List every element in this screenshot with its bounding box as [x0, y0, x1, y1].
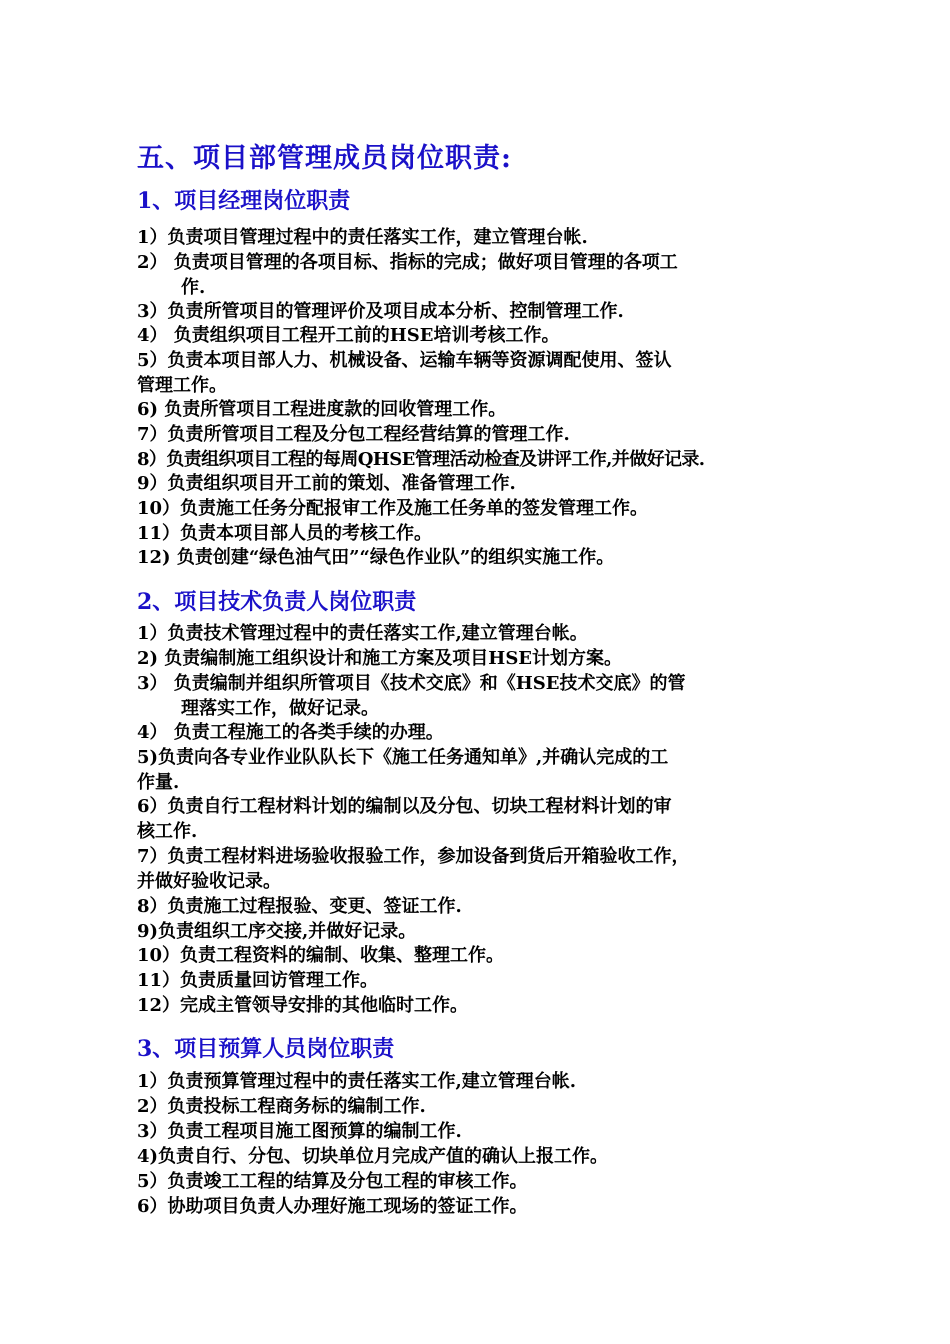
- list-item: 6) 负责所管项目工程进度款的回收管理工作。: [137, 399, 507, 420]
- list-item: 3）负责工程项目施工图预算的编制工作.: [137, 1121, 462, 1142]
- list-item: 3） 负责编制并组织所管项目《技术交底》和《HSE技术交底》的管 理落实工作，做好记录。: [137, 673, 686, 719]
- list-item: 9）负责组织项目开工前的策划、准备管理工作.: [137, 473, 516, 494]
- list-item: 6）负责自行工程材料计划的编制以及分包、切块工程材料计划的审 核工作.: [137, 796, 672, 842]
- list-item: 3）负责所管项目的管理评价及项目成本分析、控制管理工作.: [137, 301, 624, 322]
- section-heading-1: 1、项目经理岗位职责: [137, 188, 351, 214]
- list-item: 2）负责投标工程商务标的编制工作.: [137, 1096, 426, 1117]
- list-item: 10）负责工程资料的编制、收集、整理工作。: [137, 945, 505, 966]
- list-item: 4)负责自行、分包、切块单位月完成产值的确认上报工作。: [137, 1146, 609, 1167]
- list-item: 5）负责本项目部人力、机械设备、运输车辆等资源调配使用、签认 管理工作。: [137, 350, 672, 396]
- list-item: 1）负责预算管理过程中的责任落实工作,建立管理台帐.: [137, 1071, 577, 1092]
- list-item: 5)负责向各专业作业队队长下《施工任务通知单》,并确认完成的工 作量.: [137, 747, 669, 793]
- list-item: 1）负责技术管理过程中的责任落实工作,建立管理台帐。: [137, 623, 588, 644]
- list-item: 7）负责所管项目工程及分包工程经营结算的管理工作.: [137, 424, 570, 445]
- list-item: 4） 负责组织项目工程开工前的HSE培训考核工作。: [137, 325, 560, 346]
- list-item: 12）完成主管领导安排的其他临时工作。: [137, 995, 469, 1016]
- section-heading-3: 3、项目预算人员岗位职责: [137, 1036, 395, 1062]
- list-item: 7）负责工程材料进场验收报验工作，参加设备到货后开箱验收工作， 并做好验收记录。: [137, 846, 690, 892]
- section-heading-2: 2、项目技术负责人岗位职责: [137, 589, 417, 615]
- list-item: 12) 负责创建“绿色油气田”“绿色作业队”的组织实施工作。: [137, 547, 615, 568]
- page-title: 五、项目部管理成员岗位职责:: [137, 143, 512, 174]
- list-item: 11）负责本项目部人员的考核工作。: [137, 523, 433, 544]
- list-item: 5）负责竣工工程的结算及分包工程的审核工作。: [137, 1171, 528, 1192]
- list-item: 9)负责组织工序交接,并做好记录。: [137, 921, 417, 942]
- list-item: 4） 负责工程施工的各类手续的办理。: [137, 722, 444, 743]
- list-item: 2) 负责编制施工组织设计和施工方案及项目HSE计划方案。: [137, 648, 623, 669]
- list-item: 1）负责项目管理过程中的责任落实工作，建立管理台帐.: [137, 227, 588, 248]
- list-item: 8）负责施工过程报验、变更、签证工作.: [137, 896, 462, 917]
- list-item: 2） 负责项目管理的各项目标、指标的完成；做好项目管理的各项工 作.: [137, 252, 678, 298]
- list-item: 11）负责质量回访管理工作。: [137, 970, 379, 991]
- list-item: 8）负责组织项目工程的每周QHSE管理活动检查及讲评工作,并做好记录.: [137, 449, 705, 470]
- list-item: 10）负责施工任务分配报审工作及施工任务单的签发管理工作。: [137, 498, 649, 519]
- list-item: 6）协助项目负责人办理好施工现场的签证工作。: [137, 1196, 528, 1217]
